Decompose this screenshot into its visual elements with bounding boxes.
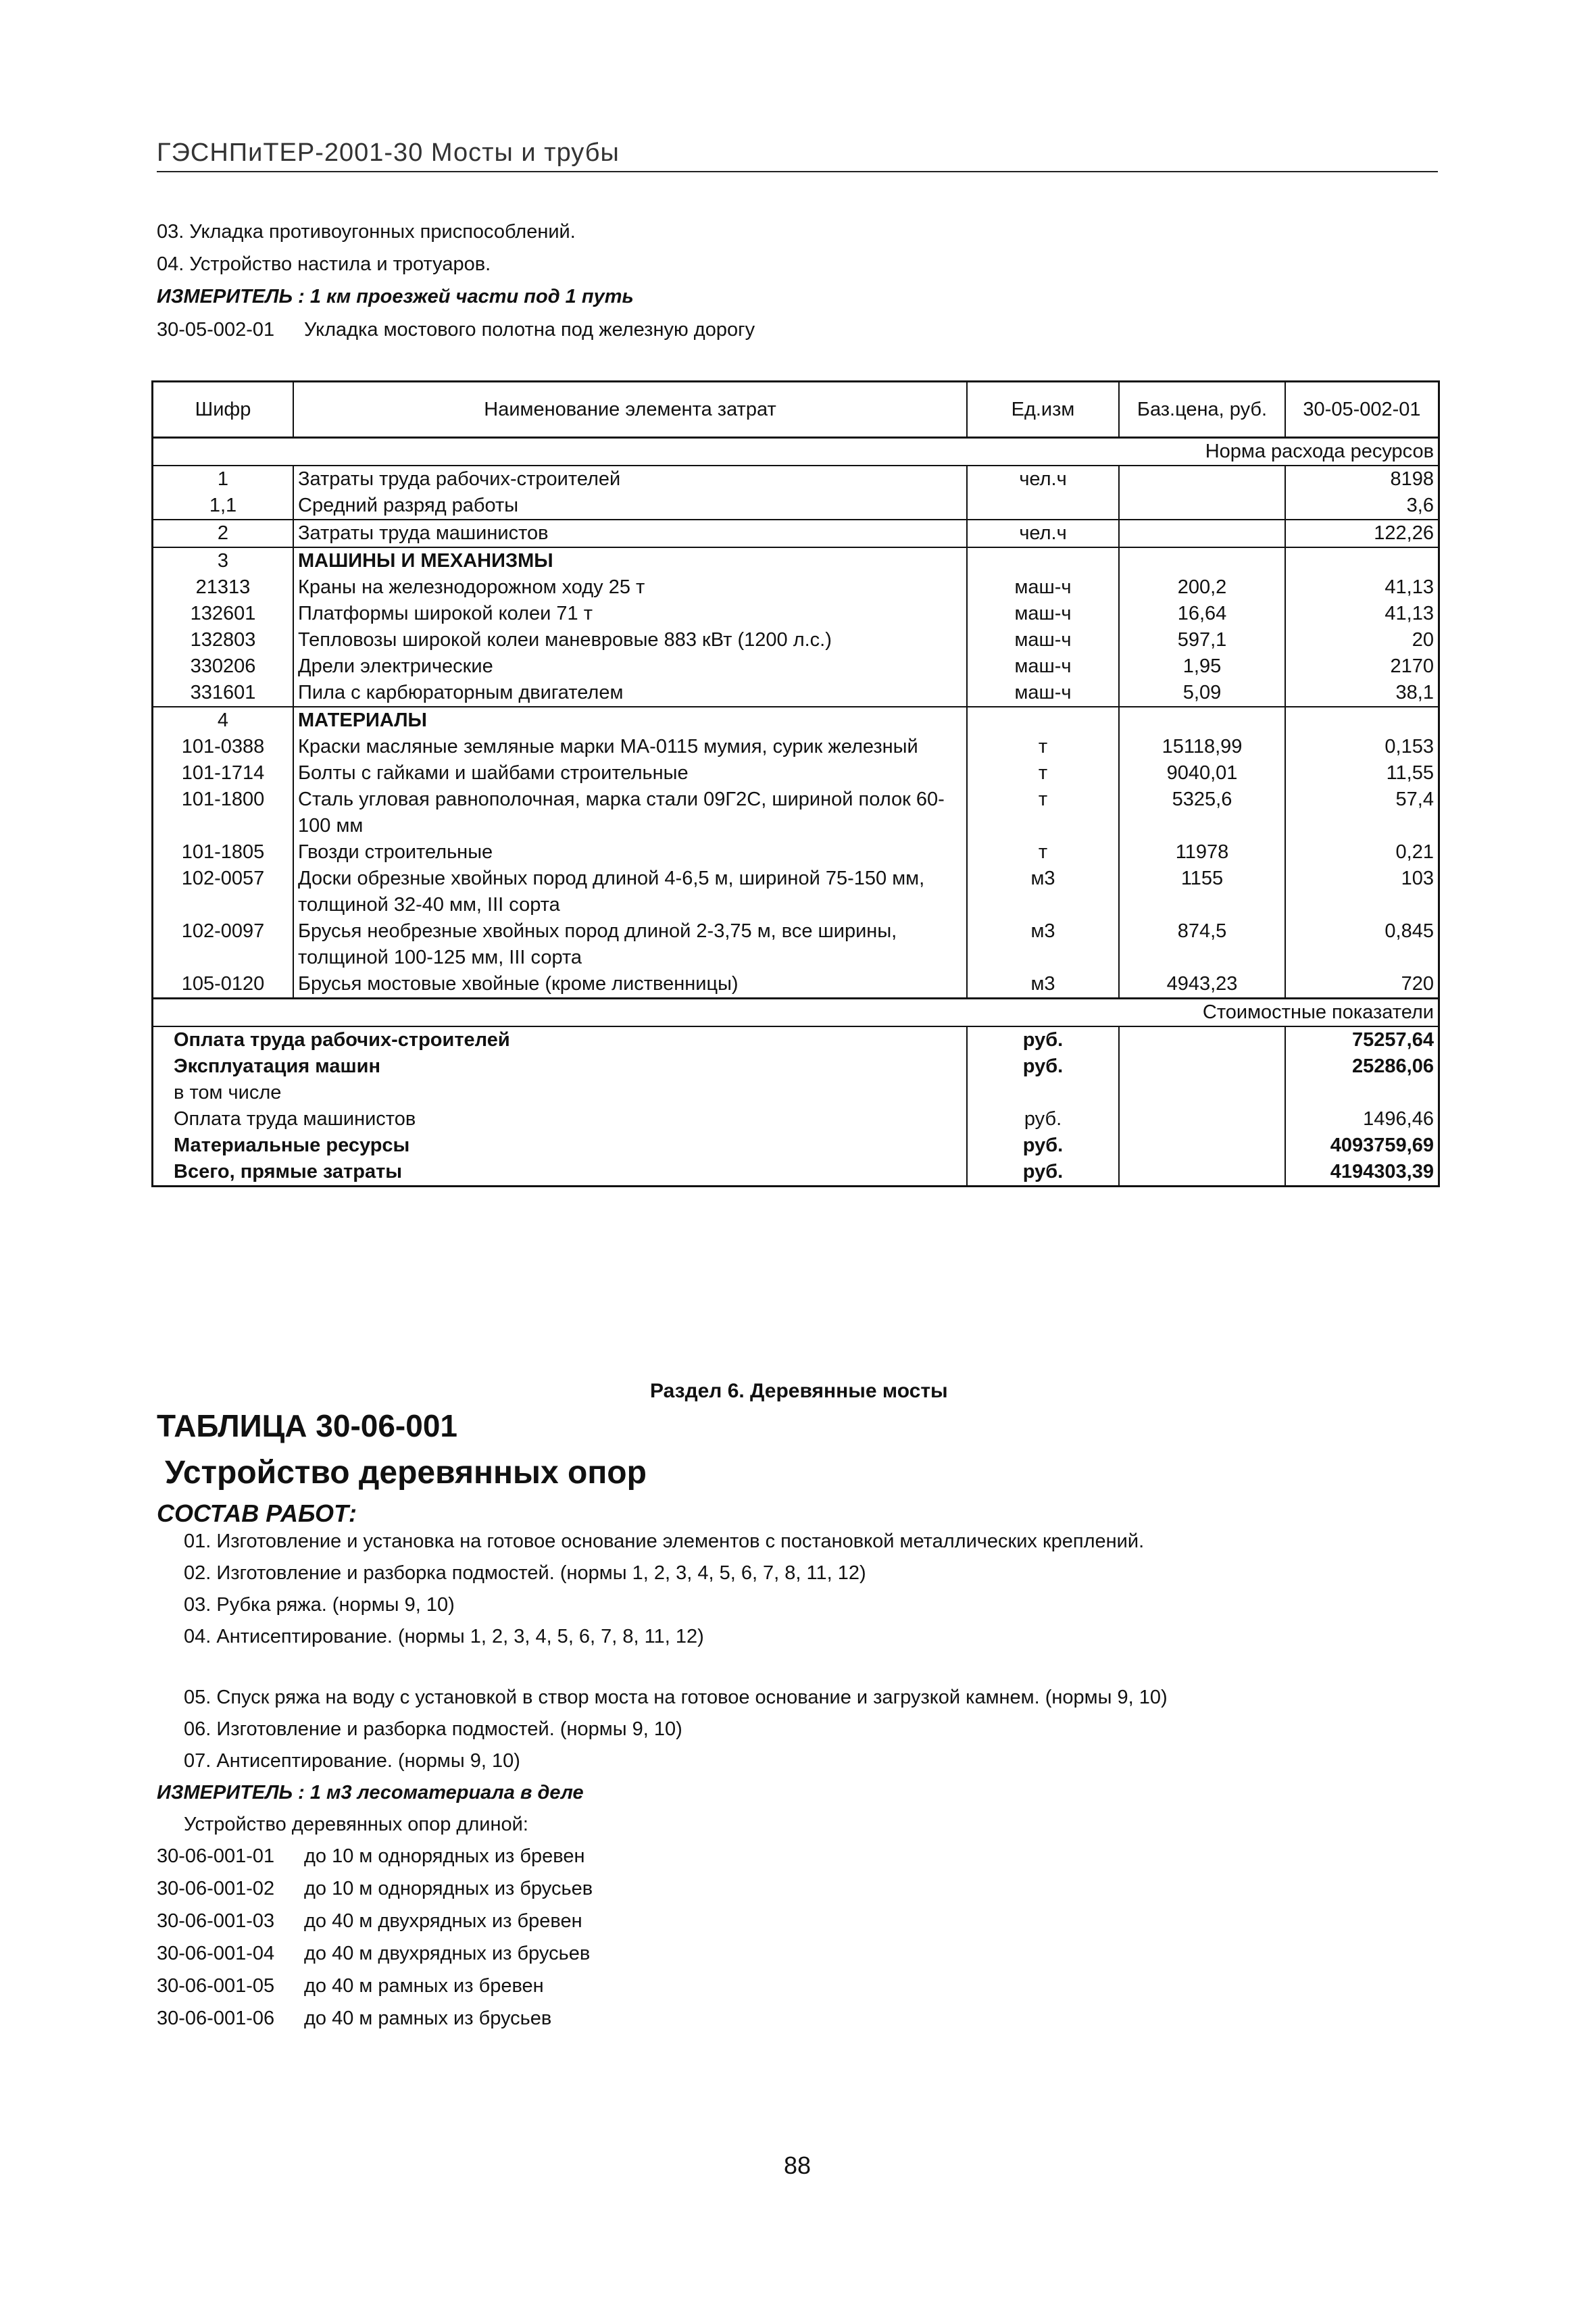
cell-code: 132601 [153,601,294,627]
cost-rows [153,1026,1439,1187]
cell-name: МАТЕРИАЛЫ [293,707,967,734]
code-number: 30-06-001-03 [157,1910,275,1932]
cost-row [153,1053,1439,1080]
cell-price: 1,95 [1119,653,1285,680]
table-row [153,627,1439,653]
cell-price: 5325,6 [1119,787,1285,839]
cost-caption-row [153,999,1439,1027]
code-list-item [157,1943,590,1965]
cell-unit: т [967,839,1119,866]
table-row [153,493,1439,520]
cell-price [1119,707,1285,734]
cell-value: 41,13 [1285,601,1439,627]
work-item: 02. Изготовление и разборка подмостей. (нормы 1, 2, 3, 4, 5, 6, 7, 8, 11, 12) [184,1562,866,1584]
cell-price: 15118,99 [1119,734,1285,760]
cost-unit: руб. [967,1106,1119,1132]
cell-unit: м3 [967,971,1119,999]
cost-row [153,1132,1439,1159]
code-description: до 10 м однорядных из бревен [304,1845,585,1867]
code-description: до 10 м однорядных из брусьев [304,1878,593,1899]
document-header-title: ГЭСНПиТЕР-2001-30 Мосты и трубы [157,139,620,167]
cell-unit: маш-ч [967,574,1119,601]
code-list-item [157,2008,551,2030]
cell-code: 105-0120 [153,971,294,999]
cell-value [1285,547,1439,574]
cell-price: 200,2 [1119,574,1285,601]
code-list-item [157,1878,593,1900]
cost-price-empty [1119,1159,1285,1187]
code-list-item [157,1975,544,1997]
code-description: до 40 м двухрядных из брусьев [304,1943,591,1964]
cost-value [1285,1080,1439,1106]
cell-unit: чел.ч [967,466,1119,493]
cell-code: 1,1 [153,493,294,520]
cost-row [153,1159,1439,1187]
cell-value: 38,1 [1285,680,1439,707]
table-row [153,971,1439,999]
cell-code: 102-0097 [153,918,294,971]
cell-name: Доски обрезные хвойных пород длиной 4-6,5 м, шириной 75-150 мм, толщиной 32-40 мм, III сорта [293,866,967,918]
cell-unit: маш-ч [967,627,1119,653]
cell-price [1119,547,1285,574]
section-subheading: Устройство деревянных опор длиной: [184,1814,528,1835]
code-number: 30-06-001-02 [157,1878,275,1899]
cell-code: 101-0388 [153,734,294,760]
work-item: 07. Антисептирование. (нормы 9, 10) [184,1750,520,1772]
cell-name: Сталь угловая равнополочная, марка стали 09Г2С, шириной полок 60-100 мм [293,787,967,839]
cell-unit: т [967,734,1119,760]
work-item: 06. Изготовление и разборка подмостей. (нормы 9, 10) [184,1718,682,1740]
cell-value: 103 [1285,866,1439,918]
cell-code: 101-1714 [153,760,294,787]
cell-unit [967,707,1119,734]
header-price: Баз.цена, руб. [1119,382,1285,438]
norm-caption: Норма расхода ресурсов [153,438,1439,466]
composition-label: СОСТАВ РАБОТ: [157,1499,357,1527]
cell-name: Брусья мостовые хвойные (кроме лиственницы) [293,971,967,999]
cost-price-empty [1119,1132,1285,1159]
cell-price [1119,493,1285,520]
cell-price: 597,1 [1119,627,1285,653]
cell-unit [967,547,1119,574]
table-row [153,707,1439,734]
table-row [153,866,1439,918]
cell-price: 11978 [1119,839,1285,866]
intro-code-line [157,319,755,341]
cell-code: 330206 [153,653,294,680]
table-row [153,601,1439,627]
table-header-row [153,382,1439,438]
cell-code: 1 [153,466,294,493]
code-description: до 40 м рамных из брусьев [304,2008,552,2029]
cell-unit [967,493,1119,520]
cell-name: Краски масляные земляные марки МА-0115 мумия, сурик железный [293,734,967,760]
cost-unit: руб. [967,1132,1119,1159]
code-description: до 40 м рамных из бревен [304,1975,544,1997]
header-unit: Ед.изм [967,382,1119,438]
cell-code: 21313 [153,574,294,601]
cost-label: в том числе [153,1080,968,1106]
header-code: Шифр [153,382,294,438]
cell-unit: т [967,787,1119,839]
cell-code: 101-1805 [153,839,294,866]
table-subtitle: Устройство деревянных опор [165,1455,647,1491]
table-title: ТАБЛИЦА 30-06-001 [157,1408,457,1443]
cell-price: 16,64 [1119,601,1285,627]
table-row [153,466,1439,493]
code-number: 30-06-001-05 [157,1975,275,1997]
cell-value: 720 [1285,971,1439,999]
table-row [153,787,1439,839]
cost-row [153,1080,1439,1106]
cost-label: Материальные ресурсы [153,1132,968,1159]
table-rows [153,466,1439,999]
intro-line-2: 04. Устройство настила и тротуаров. [157,253,491,275]
cell-price: 9040,01 [1119,760,1285,787]
cell-value: 2170 [1285,653,1439,680]
cell-unit: т [967,760,1119,787]
cell-name: Гвозди строительные [293,839,967,866]
cost-row [153,1106,1439,1132]
table-row [153,760,1439,787]
cell-name: Затраты труда машинистов [293,520,967,547]
cost-price-empty [1119,1080,1285,1106]
cell-name: Болты с гайками и шайбами строительные [293,760,967,787]
resource-table [151,380,1440,1187]
intro-meter: ИЗМЕРИТЕЛЬ : 1 км проезжей части под 1 путь [157,286,634,307]
cell-name: Пила с карбюраторным двигателем [293,680,967,707]
norm-caption-row [153,438,1439,466]
cell-price: 5,09 [1119,680,1285,707]
cost-unit: руб. [967,1026,1119,1053]
cost-label: Эксплуатация машин [153,1053,968,1080]
work-item: 04. Антисептирование. (нормы 1, 2, 3, 4, 5, 6, 7, 8, 11, 12) [184,1626,704,1647]
cell-unit: м3 [967,866,1119,918]
cell-name: Дрели электрические [293,653,967,680]
cell-value: 0,21 [1285,839,1439,866]
cost-unit: руб. [967,1053,1119,1080]
intro-code-text: Укладка мостового полотна под железную дорогу [304,319,755,341]
cell-code: 331601 [153,680,294,707]
section-meter: ИЗМЕРИТЕЛЬ : 1 м3 лесоматериала в деле [157,1782,584,1803]
cell-value [1285,707,1439,734]
cell-unit: маш-ч [967,680,1119,707]
code-description: до 40 м двухрядных из бревен [304,1910,582,1932]
cost-unit: руб. [967,1159,1119,1187]
cell-name: Средний разряд работы [293,493,967,520]
cell-price [1119,520,1285,547]
cell-code: 4 [153,707,294,734]
work-item: 03. Рубка ряжа. (нормы 9, 10) [184,1594,455,1616]
table-row [153,574,1439,601]
cell-code: 101-1800 [153,787,294,839]
cost-price-empty [1119,1026,1285,1053]
cell-value: 20 [1285,627,1439,653]
cell-value: 8198 [1285,466,1439,493]
cell-value: 41,13 [1285,574,1439,601]
cell-value: 0,845 [1285,918,1439,971]
cell-name: МАШИНЫ И МЕХАНИЗМЫ [293,547,967,574]
cost-value: 4194303,39 [1285,1159,1439,1187]
header-divider [157,171,1438,172]
table-row [153,653,1439,680]
code-list-item [157,1910,582,1933]
cell-name: Краны на железнодорожном ходу 25 т [293,574,967,601]
cost-label: Оплата труда рабочих-строителей [153,1026,968,1053]
cost-value: 75257,64 [1285,1026,1439,1053]
table-row [153,520,1439,547]
cell-code: 132803 [153,627,294,653]
cell-value: 0,153 [1285,734,1439,760]
cost-value: 4093759,69 [1285,1132,1439,1159]
work-item: 05. Спуск ряжа на воду с установкой в створ моста на готовое основание и загрузкой камнем. (нормы 9, 10) [184,1687,1168,1708]
header-name: Наименование элемента затрат [293,382,967,438]
cost-label: Всего, прямые затраты [153,1159,968,1187]
cell-code: 2 [153,520,294,547]
cost-unit [967,1080,1119,1106]
intro-code: 30-05-002-01 [157,319,275,341]
cell-name: Платформы широкой колеи 71 т [293,601,967,627]
cell-unit: м3 [967,918,1119,971]
table-row [153,547,1439,574]
table-row [153,918,1439,971]
cost-label: Оплата труда машинистов [153,1106,968,1132]
code-list-item [157,1845,584,1868]
intro-line-1: 03. Укладка противоугонных приспособлений. [157,221,576,243]
cell-code: 3 [153,547,294,574]
code-number: 30-06-001-04 [157,1943,275,1964]
cost-price-empty [1119,1106,1285,1132]
header-norm-code: 30-05-002-01 [1285,382,1439,438]
table-row [153,839,1439,866]
code-number: 30-06-001-01 [157,1845,275,1867]
cell-code: 102-0057 [153,866,294,918]
table-row [153,734,1439,760]
cell-price: 4943,23 [1119,971,1285,999]
cost-row [153,1026,1439,1053]
cost-price-empty [1119,1053,1285,1080]
cell-price: 1155 [1119,866,1285,918]
cell-name: Затраты труда рабочих-строителей [293,466,967,493]
cell-unit: чел.ч [967,520,1119,547]
cell-value: 11,55 [1285,760,1439,787]
work-item: 01. Изготовление и установка на готовое основание элементов с постановкой металлических креплений. [184,1530,1145,1552]
cell-price [1119,466,1285,493]
table-row [153,680,1439,707]
page-number: 88 [784,2151,812,2179]
section-title: Раздел 6. Деревянные мосты [650,1380,948,1402]
cost-value: 25286,06 [1285,1053,1439,1080]
cost-caption: Стоимостные показатели [153,999,1439,1027]
cell-unit: маш-ч [967,653,1119,680]
cell-value: 57,4 [1285,787,1439,839]
cell-value: 122,26 [1285,520,1439,547]
cell-value: 3,6 [1285,493,1439,520]
cell-name: Брусья необрезные хвойных пород длиной 2-3,75 м, все ширины, толщиной 100-125 мм, III сорта [293,918,967,971]
cell-unit: маш-ч [967,601,1119,627]
code-number: 30-06-001-06 [157,2008,275,2029]
cell-name: Тепловозы широкой колеи маневровые 883 кВт (1200 л.с.) [293,627,967,653]
cost-value: 1496,46 [1285,1106,1439,1132]
cell-price: 874,5 [1119,918,1285,971]
